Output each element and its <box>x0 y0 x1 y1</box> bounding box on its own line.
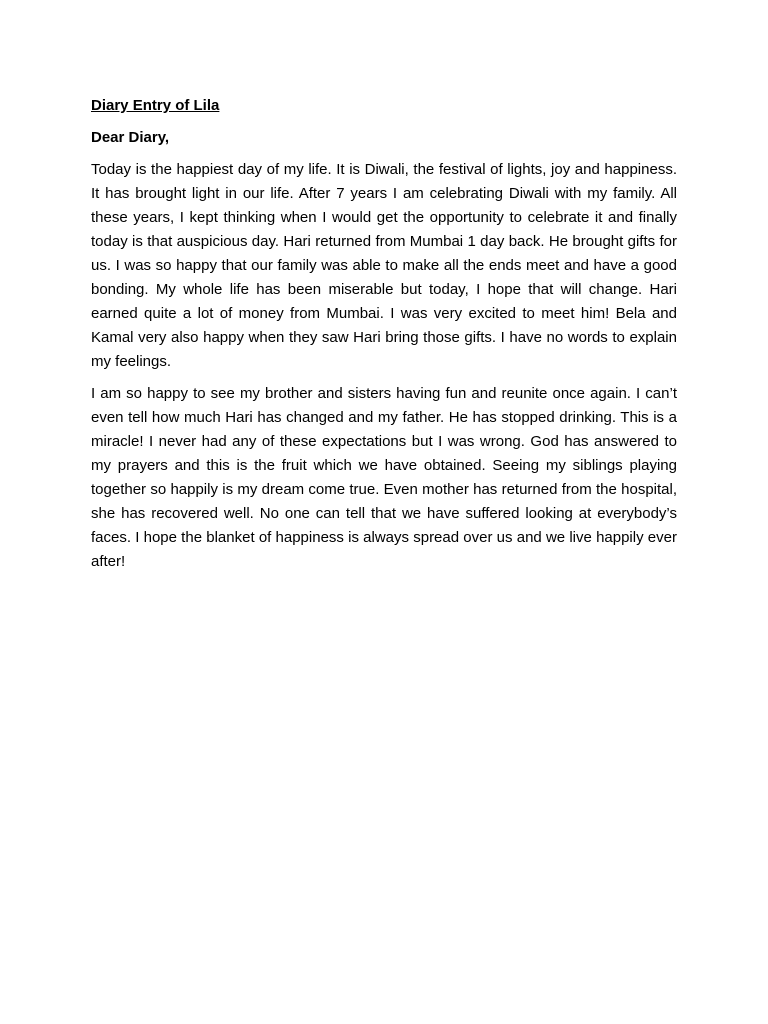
document-title: Diary Entry of Lila <box>91 97 220 114</box>
paragraph-2: I am so happy to see my brother and sisters having fun and reunite once again. I can’t even tell how much Hari has changed and my father. He has stopped drinking. This is a miracle! I never had any of these expectations but I was wrong. God has answered to my prayers and this is the fruit which we have obtained. Seeing my siblings playing together so happily is my dream come true. Even mother has returned from the hospital, she has recovered well. No one can tell that we have suffered looking at everybody’s faces. I hope the blanket of happiness is always spread over us and we live happily ever after! <box>91 385 677 570</box>
paragraph-1: Today is the happiest day of my life. It is Diwali, the festival of lights, joy and happiness. It has brought light in our life. After 7 years I am celebrating Diwali with my family. All these years, I kept thinking when I would get the opportunity to celebrate it and finally today is that auspicious day. Hari returned from Mumbai 1 day back. He brought gifts for us. I was so happy that our family was able to make all the ends meet and have a good bonding. My whole life has been miserable but today, I hope that will change. Hari earned quite a lot of money from Mumbai. I was very excited to meet him! Bela and Kamal very also happy when they saw Hari bring those gifts. I have no words to explain my feelings. <box>91 161 677 370</box>
salutation: Dear Diary, <box>91 129 170 146</box>
document-page <box>91 94 677 582</box>
